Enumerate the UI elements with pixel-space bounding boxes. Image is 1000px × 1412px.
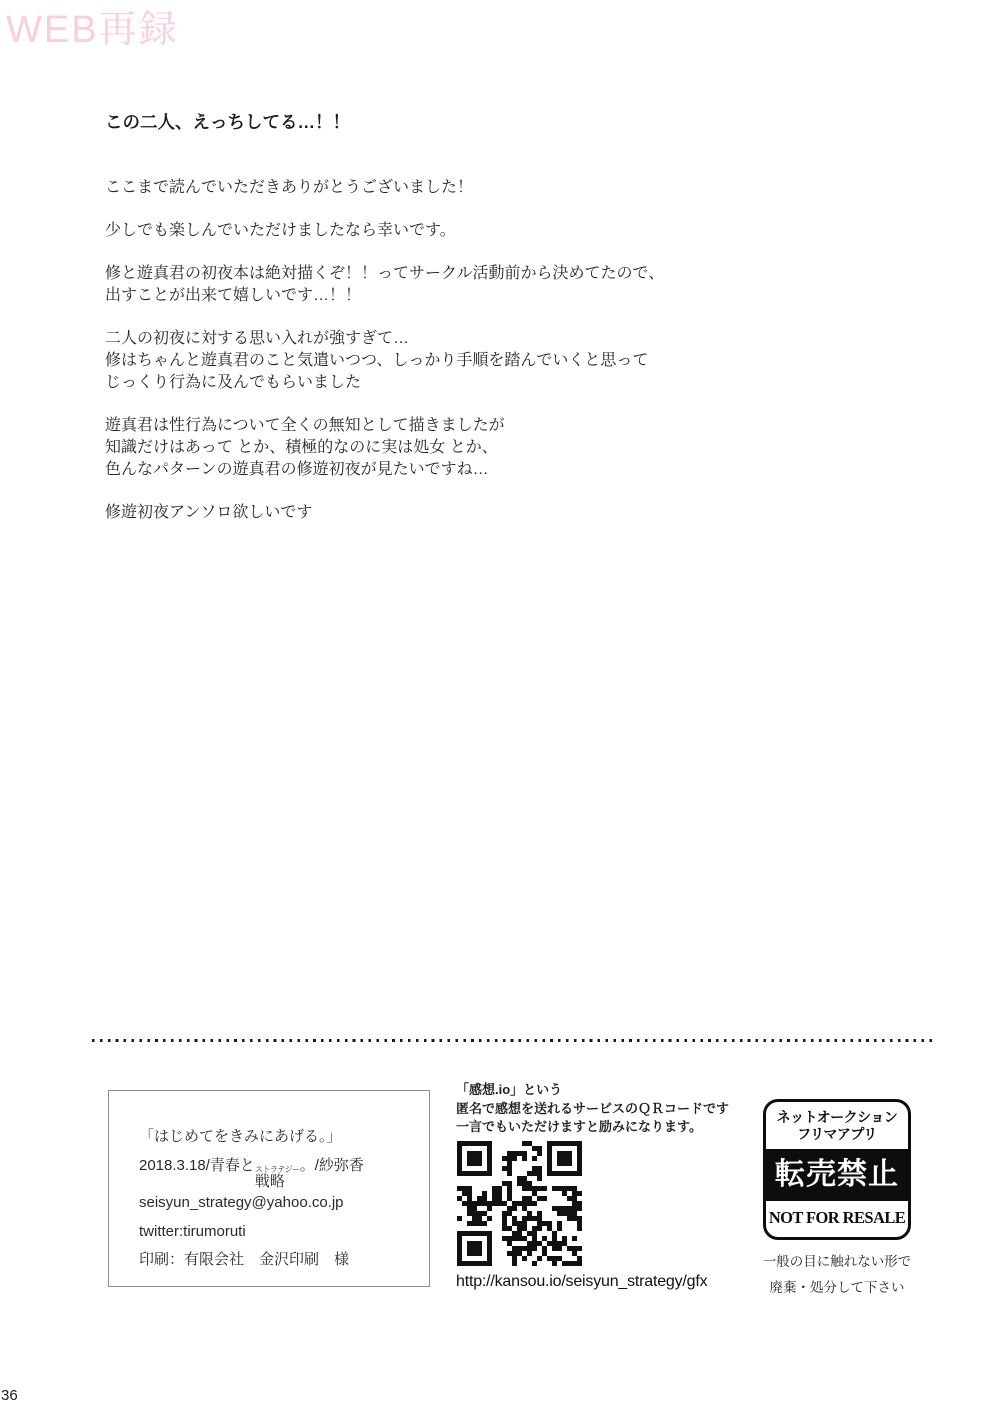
page-number: 36 xyxy=(1,1387,18,1404)
afterword-paragraph xyxy=(105,415,825,480)
afterword-heading: この二人、えっちしてる…！！ xyxy=(105,112,350,132)
afterword-line: 修はちゃんと遊真君のこと気遣いつつ、しっかり手順を踏んでいくと思って xyxy=(105,352,649,370)
feedback-caption-line: 匿名で感想を送れるサービスのＱＲコードです xyxy=(456,1100,730,1116)
afterword-line: 色んなパターンの遊真君の修遊初夜が見たいですね… xyxy=(105,460,489,478)
resale-stamp-jp-line1: ネットオークション xyxy=(776,1109,898,1125)
afterword-paragraph xyxy=(105,220,825,242)
feedback-section xyxy=(456,1081,746,1291)
resale-stamp xyxy=(763,1099,911,1240)
colophon-printer: 印刷：有限会社 金沢印刷 様 xyxy=(139,1251,350,1269)
afterword-line: じっくり行為に及んでもらいました xyxy=(105,374,362,392)
colophon-date-suffix: 。/紗弥香 xyxy=(299,1156,364,1174)
feedback-url: http://kansou.io/seisyun_strategy/gfx xyxy=(456,1272,708,1290)
colophon-ruby-strategy xyxy=(255,1165,300,1189)
feedback-caption-line: 「感想.io」という xyxy=(456,1082,563,1097)
dotted-divider xyxy=(92,1039,932,1042)
disposal-note xyxy=(748,1249,926,1301)
afterword-text xyxy=(105,112,825,524)
afterword-line: 修遊初夜アンソロ欲しいです xyxy=(105,504,313,522)
qr-code-icon xyxy=(457,1141,582,1266)
afterword-line: 少しでも楽しんでいただけましたなら幸いです。 xyxy=(105,222,456,240)
afterword-paragraph xyxy=(105,263,825,307)
web-reprint-label: WEB再録 xyxy=(6,9,179,51)
disposal-note-line: 廃棄・処分して下さい xyxy=(769,1280,905,1295)
afterword-line: 修と遊真君の初夜本は絶対描くぞ！！ってサークル活動前から決めてたので、 xyxy=(105,265,665,283)
afterword-paragraph xyxy=(105,502,825,524)
colophon-date-line xyxy=(139,1152,419,1189)
resale-stamp-jp-line2: フリマアプリ xyxy=(797,1125,877,1142)
afterword-line: ここまで読んでいただきありがとうございました！ xyxy=(105,178,474,196)
afterword-line: 遊真君は性行為について全くの無知として描きましたが xyxy=(105,417,505,435)
feedback-caption-line: 一言でもいただけますと励みになります。 xyxy=(456,1119,702,1135)
disposal-note-line: 一般の目に触れない形で xyxy=(762,1254,912,1269)
colophon-title: 「はじめてをきみにあげる。」 xyxy=(139,1128,342,1145)
afterword-paragraph xyxy=(105,177,825,199)
colophon-ruby-text: ストラテジー xyxy=(254,1164,300,1174)
colophon-email: seisyun_strategy@yahoo.co.jp xyxy=(139,1193,344,1211)
afterword-paragraph xyxy=(105,328,825,393)
colophon-ruby-base: 戦略 xyxy=(254,1172,285,1190)
resale-stamp-banner: 転売禁止 xyxy=(766,1149,908,1201)
colophon-date-prefix: 2018.3.18/青春と xyxy=(139,1156,255,1174)
colophon-twitter: twitter:tirumoruti xyxy=(139,1222,246,1240)
resale-stamp-english: NOT FOR RESALE xyxy=(768,1208,906,1227)
afterword-line: 知識だけはあって とか、積極的なのに実は処女 とか、 xyxy=(105,439,498,457)
afterword-line: 二人の初夜に対する思い入れが強すぎて… xyxy=(105,330,410,348)
colophon-box xyxy=(108,1090,430,1287)
afterword-line: 出すことが出来て嬉しいです…！！ xyxy=(105,287,362,305)
